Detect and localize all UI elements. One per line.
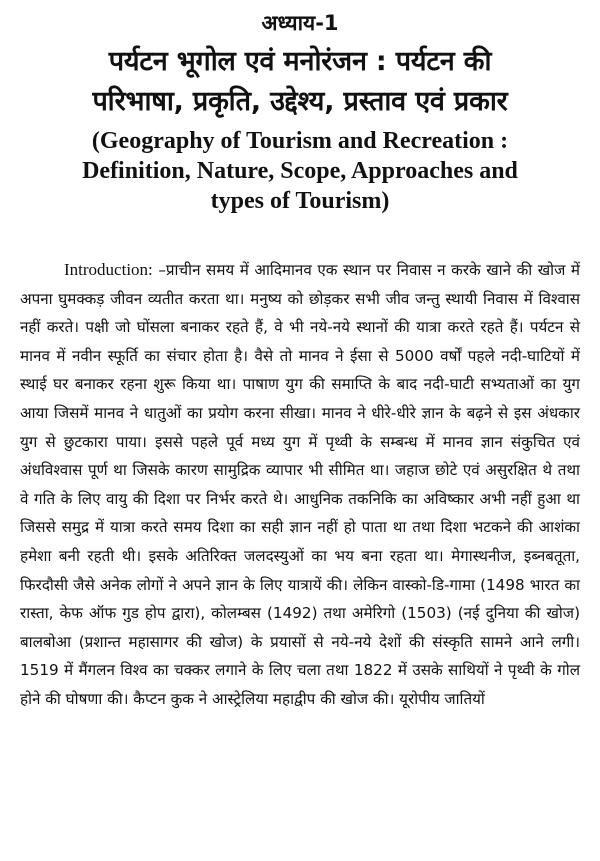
introduction-paragraph xyxy=(20,256,580,714)
chapter-title-english xyxy=(20,126,580,216)
chapter-title-english-line-2: Definition, Nature, Scope, Approaches and xyxy=(82,158,518,184)
chapter-label: अध्याय-1 xyxy=(261,11,339,35)
chapter-title-english-line-3: types of Tourism) xyxy=(210,188,390,214)
chapter-title-hindi-line-2: परिभाषा, प्रकृति, उद्देश्य, प्रस्ताव एवं प्रकार xyxy=(92,86,508,117)
chapter-title-english-line-1: (Geography of Tourism and Recreation : xyxy=(91,128,509,154)
chapter-title-hindi-line-1: पर्यटन भूगोल एवं मनोरंजन : पर्यटन की xyxy=(108,46,492,77)
introduction-text: –प्राचीन समय में आदिमानव एक स्थान पर निवास न करके खाने की खोज में अपना घुमक्कड़ जीवन व्यतीत करता था। मनुष्य को छोड़कर सभी जीव जन्तु स्थायी निवास में विश्वास नहीं करते। पक्षी जो घोंसला बनाकर रहते हैं, वे भी नये-नये स्थानों की यात्रा करते रहते हैं। पर्यटन से मानव में नवीन स्फूर्ति का संचार होता है। वैसे तो मानव ने ईसा से 5000 वर्षों पहले नदी-घाटियों में स्थाई घर बनाकर रहना शुरू किया था। पाषाण युग की समाप्ति के बाद नदी-घाटी सभ्यताओं का युग आया जिसमें मानव ने धातुओं का प्रयोग करना सीखा। मानव ने धीरे-धीरे ज्ञान के बढ़ने से इस अंधकार युग से छुटकारा पाया। इससे पहले पूर्व मध्य युग में पृथ्वी के सम्बन्ध में मानव ज्ञान संकुचित एवं अंधविश्वास पूर्ण था जिसके कारण सामुद्रिक व्यापार भी सीमित था। जहाज छोटे एवं असुरक्षित थे तथा वे गति के लिए वायु की दिशा पर निर्भर करते थे। आधुनिक तकनिकि का अविष्कार अभी नहीं हुआ था जिससे समुद्र में यात्रा करते समय दिशा का सही ज्ञान नहीं हो पाता था तथा दिशा भटकने की आशंका हमेशा बनी रहती थी। इसके अतिरिक्त जलदस्युओं का भय बना रहता था। मेगास्थनीज, इब्नबतूता, फिरदौसी जैसे अनेक लोगों ने अपने ज्ञान के लिए यात्रायें की। लेकिन वास्को-डि-गामा (1498 भारत का रास्ता, केफ ऑफ गुड होप द्वारा), कोलम्बस (1492) तथा अमेरिगो (1503) (नई दुनिया की खोज) बालबोआ (प्रशान्त महासागर की खोज) के प्रयासों से नये-नये देशों की संस्कृति सामने आने लगी। 1519 में मैंगलन विश्व का चक्कर लगाने के लिए चला तथा 1822 में उसके साथियों ने पृथ्वी के गोल होने की घोषणा की। कैप्टन कुक ने आस्ट्रेलिया महाद्वीप की खोज की। यूरोपीय जातियों xyxy=(20,261,580,708)
introduction-label: Introduction: xyxy=(64,260,153,279)
title-body-spacer xyxy=(20,216,580,256)
